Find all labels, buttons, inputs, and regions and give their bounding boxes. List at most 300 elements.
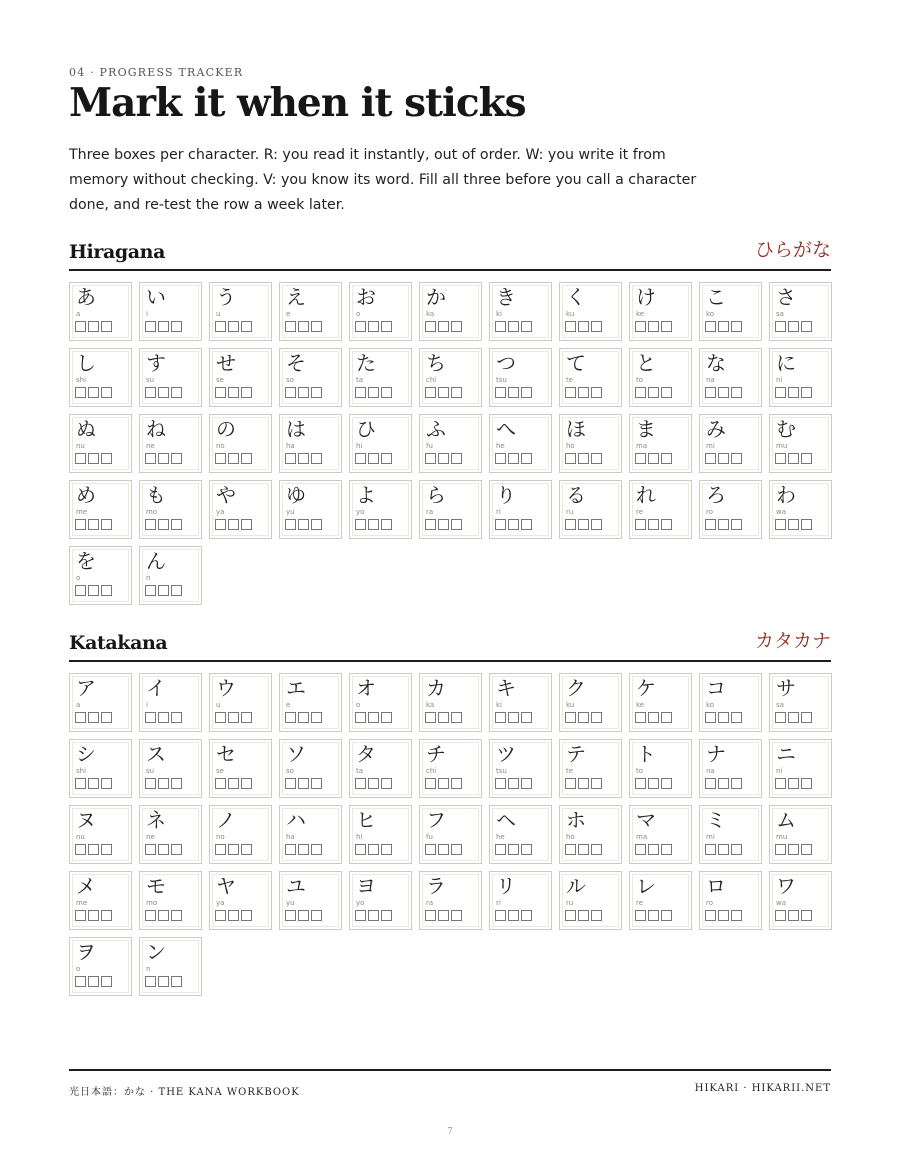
checkbox-read[interactable] — [705, 387, 716, 398]
checkbox-vocab[interactable] — [171, 585, 182, 596]
checkbox-vocab[interactable] — [171, 844, 182, 855]
checkbox-read[interactable] — [775, 453, 786, 464]
checkbox-read[interactable] — [705, 778, 716, 789]
checkbox-write[interactable] — [788, 387, 799, 398]
checkbox-write[interactable] — [438, 712, 449, 723]
checkbox-vocab[interactable] — [311, 712, 322, 723]
checkbox-read[interactable] — [705, 844, 716, 855]
checkbox-write[interactable] — [228, 712, 239, 723]
checkbox-write[interactable] — [298, 519, 309, 530]
checkbox-write[interactable] — [368, 321, 379, 332]
checkbox-read[interactable] — [565, 387, 576, 398]
checkbox-vocab[interactable] — [521, 321, 532, 332]
checkbox-vocab[interactable] — [801, 910, 812, 921]
checkbox-read[interactable] — [215, 778, 226, 789]
checkbox-vocab[interactable] — [171, 778, 182, 789]
checkbox-vocab[interactable] — [451, 910, 462, 921]
checkbox-write[interactable] — [158, 453, 169, 464]
checkbox-write[interactable] — [438, 778, 449, 789]
checkbox-write[interactable] — [158, 910, 169, 921]
checkbox-read[interactable] — [355, 519, 366, 530]
checkbox-read[interactable] — [355, 778, 366, 789]
checkbox-write[interactable] — [228, 910, 239, 921]
checkbox-vocab[interactable] — [381, 712, 392, 723]
checkbox-read[interactable] — [75, 585, 86, 596]
checkbox-read[interactable] — [565, 844, 576, 855]
checkbox-write[interactable] — [158, 519, 169, 530]
checkbox-read[interactable] — [145, 585, 156, 596]
checkbox-vocab[interactable] — [241, 321, 252, 332]
checkbox-read[interactable] — [565, 778, 576, 789]
checkbox-write[interactable] — [228, 321, 239, 332]
checkbox-write[interactable] — [508, 778, 519, 789]
checkbox-vocab[interactable] — [521, 519, 532, 530]
checkbox-write[interactable] — [648, 453, 659, 464]
checkbox-write[interactable] — [368, 778, 379, 789]
checkbox-vocab[interactable] — [661, 712, 672, 723]
checkbox-read[interactable] — [215, 387, 226, 398]
checkbox-read[interactable] — [425, 910, 436, 921]
checkbox-vocab[interactable] — [521, 910, 532, 921]
checkbox-read[interactable] — [285, 844, 296, 855]
checkbox-read[interactable] — [215, 519, 226, 530]
checkbox-read[interactable] — [425, 778, 436, 789]
checkbox-vocab[interactable] — [521, 778, 532, 789]
checkbox-vocab[interactable] — [521, 387, 532, 398]
checkbox-vocab[interactable] — [101, 519, 112, 530]
progress-checkboxes — [145, 453, 182, 464]
checkbox-read[interactable] — [425, 321, 436, 332]
checkbox-write[interactable] — [158, 976, 169, 987]
kana-character: め — [76, 483, 96, 507]
progress-checkboxes — [425, 910, 462, 921]
checkbox-write[interactable] — [298, 778, 309, 789]
checkbox-write[interactable] — [718, 453, 729, 464]
checkbox-write[interactable] — [88, 387, 99, 398]
checkbox-read[interactable] — [285, 778, 296, 789]
checkbox-vocab[interactable] — [451, 844, 462, 855]
checkbox-vocab[interactable] — [381, 321, 392, 332]
checkbox-read[interactable] — [705, 910, 716, 921]
kana-character: セ — [216, 742, 236, 766]
checkbox-write[interactable] — [158, 585, 169, 596]
checkbox-vocab[interactable] — [171, 976, 182, 987]
checkbox-read[interactable] — [145, 712, 156, 723]
checkbox-read[interactable] — [635, 321, 646, 332]
kana-cell — [69, 871, 132, 930]
checkbox-write[interactable] — [368, 712, 379, 723]
checkbox-vocab[interactable] — [801, 712, 812, 723]
checkbox-vocab[interactable] — [171, 712, 182, 723]
progress-checkboxes — [565, 844, 602, 855]
checkbox-write[interactable] — [648, 844, 659, 855]
checkbox-write[interactable] — [508, 844, 519, 855]
checkbox-read[interactable] — [75, 387, 86, 398]
checkbox-vocab[interactable] — [381, 387, 392, 398]
checkbox-vocab[interactable] — [521, 844, 532, 855]
checkbox-write[interactable] — [648, 712, 659, 723]
checkbox-vocab[interactable] — [801, 453, 812, 464]
checkbox-write[interactable] — [508, 910, 519, 921]
checkbox-read[interactable] — [355, 453, 366, 464]
checkbox-write[interactable] — [228, 453, 239, 464]
checkbox-vocab[interactable] — [311, 778, 322, 789]
checkbox-write[interactable] — [88, 910, 99, 921]
checkbox-write[interactable] — [228, 519, 239, 530]
checkbox-write[interactable] — [298, 453, 309, 464]
checkbox-vocab[interactable] — [661, 844, 672, 855]
checkbox-read[interactable] — [145, 321, 156, 332]
checkbox-vocab[interactable] — [801, 844, 812, 855]
checkbox-read[interactable] — [145, 778, 156, 789]
checkbox-vocab[interactable] — [381, 844, 392, 855]
checkbox-read[interactable] — [285, 321, 296, 332]
checkbox-write[interactable] — [788, 321, 799, 332]
checkbox-write[interactable] — [438, 453, 449, 464]
checkbox-vocab[interactable] — [591, 519, 602, 530]
checkbox-vocab[interactable] — [731, 453, 742, 464]
checkbox-write[interactable] — [88, 519, 99, 530]
checkbox-vocab[interactable] — [731, 519, 742, 530]
checkbox-vocab[interactable] — [171, 453, 182, 464]
checkbox-read[interactable] — [425, 712, 436, 723]
checkbox-vocab[interactable] — [101, 778, 112, 789]
checkbox-read[interactable] — [355, 321, 366, 332]
checkbox-vocab[interactable] — [241, 910, 252, 921]
checkbox-read[interactable] — [75, 778, 86, 789]
checkbox-read[interactable] — [285, 910, 296, 921]
kana-character: に — [776, 351, 796, 375]
checkbox-vocab[interactable] — [591, 453, 602, 464]
checkbox-write[interactable] — [368, 453, 379, 464]
checkbox-vocab[interactable] — [731, 712, 742, 723]
checkbox-write[interactable] — [578, 321, 589, 332]
checkbox-vocab[interactable] — [661, 910, 672, 921]
checkbox-write[interactable] — [718, 910, 729, 921]
checkbox-write[interactable] — [438, 519, 449, 530]
checkbox-vocab[interactable] — [241, 712, 252, 723]
checkbox-read[interactable] — [565, 712, 576, 723]
checkbox-vocab[interactable] — [801, 519, 812, 530]
checkbox-read[interactable] — [495, 387, 506, 398]
checkbox-vocab[interactable] — [731, 387, 742, 398]
checkbox-read[interactable] — [425, 519, 436, 530]
checkbox-write[interactable] — [368, 387, 379, 398]
checkbox-read[interactable] — [705, 453, 716, 464]
checkbox-vocab[interactable] — [801, 321, 812, 332]
kana-cell — [279, 480, 342, 539]
checkbox-read[interactable] — [495, 519, 506, 530]
checkbox-write[interactable] — [438, 910, 449, 921]
checkbox-write[interactable] — [718, 519, 729, 530]
checkbox-vocab[interactable] — [521, 712, 532, 723]
checkbox-write[interactable] — [298, 910, 309, 921]
checkbox-read[interactable] — [775, 519, 786, 530]
checkbox-vocab[interactable] — [731, 844, 742, 855]
checkbox-write[interactable] — [648, 519, 659, 530]
checkbox-read[interactable] — [215, 910, 226, 921]
checkbox-read[interactable] — [775, 778, 786, 789]
checkbox-vocab[interactable] — [101, 712, 112, 723]
checkbox-write[interactable] — [88, 321, 99, 332]
checkbox-vocab[interactable] — [451, 387, 462, 398]
checkbox-read[interactable] — [285, 712, 296, 723]
checkbox-vocab[interactable] — [661, 453, 672, 464]
checkbox-read[interactable] — [705, 519, 716, 530]
checkbox-vocab[interactable] — [591, 844, 602, 855]
checkbox-vocab[interactable] — [241, 453, 252, 464]
checkbox-read[interactable] — [495, 321, 506, 332]
checkbox-write[interactable] — [88, 712, 99, 723]
checkbox-read[interactable] — [215, 321, 226, 332]
checkbox-write[interactable] — [648, 387, 659, 398]
progress-checkboxes — [75, 387, 112, 398]
checkbox-write[interactable] — [508, 453, 519, 464]
kana-romaji: o — [356, 310, 361, 318]
checkbox-write[interactable] — [578, 844, 589, 855]
checkbox-vocab[interactable] — [521, 453, 532, 464]
checkbox-vocab[interactable] — [731, 321, 742, 332]
checkbox-write[interactable] — [88, 976, 99, 987]
checkbox-vocab[interactable] — [731, 910, 742, 921]
checkbox-vocab[interactable] — [381, 778, 392, 789]
checkbox-write[interactable] — [718, 778, 729, 789]
kana-character: ウ — [216, 676, 236, 700]
checkbox-write[interactable] — [578, 712, 589, 723]
checkbox-vocab[interactable] — [591, 712, 602, 723]
checkbox-write[interactable] — [158, 778, 169, 789]
checkbox-vocab[interactable] — [241, 778, 252, 789]
checkbox-read[interactable] — [635, 778, 646, 789]
checkbox-read[interactable] — [145, 453, 156, 464]
checkbox-vocab[interactable] — [661, 519, 672, 530]
checkbox-vocab[interactable] — [381, 453, 392, 464]
checkbox-read[interactable] — [215, 712, 226, 723]
checkbox-write[interactable] — [298, 844, 309, 855]
checkbox-write[interactable] — [158, 387, 169, 398]
checkbox-write[interactable] — [578, 519, 589, 530]
checkbox-write[interactable] — [578, 778, 589, 789]
checkbox-write[interactable] — [158, 321, 169, 332]
checkbox-read[interactable] — [215, 453, 226, 464]
checkbox-write[interactable] — [158, 844, 169, 855]
progress-checkboxes — [565, 387, 602, 398]
checkbox-vocab[interactable] — [801, 778, 812, 789]
checkbox-read[interactable] — [75, 453, 86, 464]
checkbox-vocab[interactable] — [311, 844, 322, 855]
checkbox-read[interactable] — [635, 844, 646, 855]
checkbox-write[interactable] — [88, 844, 99, 855]
checkbox-read[interactable] — [145, 844, 156, 855]
checkbox-read[interactable] — [285, 387, 296, 398]
checkbox-vocab[interactable] — [101, 976, 112, 987]
checkbox-read[interactable] — [565, 910, 576, 921]
checkbox-write[interactable] — [648, 321, 659, 332]
checkbox-vocab[interactable] — [311, 453, 322, 464]
checkbox-vocab[interactable] — [381, 910, 392, 921]
kana-cell — [559, 414, 622, 473]
checkbox-write[interactable] — [368, 519, 379, 530]
checkbox-write[interactable] — [788, 519, 799, 530]
checkbox-write[interactable] — [88, 778, 99, 789]
checkbox-write[interactable] — [718, 387, 729, 398]
checkbox-read[interactable] — [215, 844, 226, 855]
footer-site: HIKARI · HIKARII.NET — [694, 1083, 831, 1094]
checkbox-read[interactable] — [75, 910, 86, 921]
checkbox-write[interactable] — [228, 778, 239, 789]
kana-character: ヌ — [76, 808, 96, 832]
checkbox-vocab[interactable] — [451, 321, 462, 332]
checkbox-write[interactable] — [438, 321, 449, 332]
checkbox-write[interactable] — [718, 321, 729, 332]
checkbox-write[interactable] — [438, 387, 449, 398]
checkbox-vocab[interactable] — [451, 519, 462, 530]
checkbox-vocab[interactable] — [171, 519, 182, 530]
checkbox-write[interactable] — [578, 910, 589, 921]
checkbox-read[interactable] — [635, 453, 646, 464]
checkbox-read[interactable] — [425, 844, 436, 855]
checkbox-write[interactable] — [578, 453, 589, 464]
kana-character: ヒ — [356, 808, 376, 832]
checkbox-read[interactable] — [565, 453, 576, 464]
checkbox-vocab[interactable] — [101, 910, 112, 921]
checkbox-vocab[interactable] — [451, 712, 462, 723]
checkbox-read[interactable] — [425, 387, 436, 398]
checkbox-vocab[interactable] — [661, 321, 672, 332]
checkbox-read[interactable] — [75, 321, 86, 332]
checkbox-vocab[interactable] — [171, 387, 182, 398]
checkbox-write[interactable] — [508, 712, 519, 723]
checkbox-write[interactable] — [228, 844, 239, 855]
kana-romaji: ka — [426, 310, 435, 318]
checkbox-read[interactable] — [355, 910, 366, 921]
kana-character: サ — [776, 676, 796, 700]
checkbox-read[interactable] — [635, 519, 646, 530]
checkbox-vocab[interactable] — [101, 844, 112, 855]
progress-checkboxes — [425, 712, 462, 723]
checkbox-read[interactable] — [145, 976, 156, 987]
checkbox-vocab[interactable] — [241, 519, 252, 530]
kana-character: み — [706, 417, 726, 441]
checkbox-read[interactable] — [775, 844, 786, 855]
checkbox-write[interactable] — [368, 910, 379, 921]
checkbox-vocab[interactable] — [101, 321, 112, 332]
checkbox-vocab[interactable] — [801, 387, 812, 398]
checkbox-vocab[interactable] — [311, 321, 322, 332]
checkbox-write[interactable] — [298, 387, 309, 398]
checkbox-read[interactable] — [635, 387, 646, 398]
checkbox-write[interactable] — [788, 453, 799, 464]
checkbox-vocab[interactable] — [591, 778, 602, 789]
checkbox-write[interactable] — [508, 321, 519, 332]
checkbox-write[interactable] — [648, 778, 659, 789]
checkbox-read[interactable] — [495, 712, 506, 723]
checkbox-write[interactable] — [788, 712, 799, 723]
kana-romaji: ya — [216, 899, 225, 907]
checkbox-read[interactable] — [145, 519, 156, 530]
checkbox-write[interactable] — [438, 844, 449, 855]
checkbox-write[interactable] — [508, 387, 519, 398]
checkbox-write[interactable] — [788, 844, 799, 855]
checkbox-read[interactable] — [355, 844, 366, 855]
checkbox-write[interactable] — [648, 910, 659, 921]
checkbox-vocab[interactable] — [731, 778, 742, 789]
checkbox-write[interactable] — [228, 387, 239, 398]
checkbox-read[interactable] — [355, 712, 366, 723]
checkbox-write[interactable] — [158, 712, 169, 723]
checkbox-read[interactable] — [775, 712, 786, 723]
checkbox-write[interactable] — [578, 387, 589, 398]
checkbox-read[interactable] — [75, 976, 86, 987]
checkbox-read[interactable] — [705, 321, 716, 332]
checkbox-vocab[interactable] — [101, 453, 112, 464]
checkbox-read[interactable] — [145, 910, 156, 921]
checkbox-vocab[interactable] — [591, 321, 602, 332]
checkbox-read[interactable] — [75, 844, 86, 855]
checkbox-read[interactable] — [495, 453, 506, 464]
checkbox-write[interactable] — [368, 844, 379, 855]
checkbox-vocab[interactable] — [381, 519, 392, 530]
checkbox-vocab[interactable] — [661, 387, 672, 398]
checkbox-vocab[interactable] — [451, 453, 462, 464]
checkbox-vocab[interactable] — [101, 585, 112, 596]
checkbox-vocab[interactable] — [661, 778, 672, 789]
checkbox-read[interactable] — [75, 712, 86, 723]
checkbox-read[interactable] — [775, 387, 786, 398]
checkbox-vocab[interactable] — [311, 910, 322, 921]
checkbox-write[interactable] — [788, 778, 799, 789]
kana-character: の — [216, 417, 236, 441]
checkbox-vocab[interactable] — [101, 387, 112, 398]
checkbox-read[interactable] — [425, 453, 436, 464]
checkbox-read[interactable] — [495, 844, 506, 855]
checkbox-write[interactable] — [718, 844, 729, 855]
checkbox-read[interactable] — [145, 387, 156, 398]
checkbox-write[interactable] — [88, 453, 99, 464]
checkbox-vocab[interactable] — [591, 910, 602, 921]
checkbox-read[interactable] — [565, 519, 576, 530]
checkbox-read[interactable] — [775, 321, 786, 332]
checkbox-vocab[interactable] — [591, 387, 602, 398]
checkbox-read[interactable] — [635, 910, 646, 921]
checkbox-read[interactable] — [285, 453, 296, 464]
checkbox-read[interactable] — [495, 910, 506, 921]
checkbox-read[interactable] — [565, 321, 576, 332]
checkbox-vocab[interactable] — [171, 910, 182, 921]
checkbox-vocab[interactable] — [311, 387, 322, 398]
checkbox-write[interactable] — [88, 585, 99, 596]
checkbox-vocab[interactable] — [451, 778, 462, 789]
checkbox-vocab[interactable] — [171, 321, 182, 332]
progress-checkboxes — [75, 778, 112, 789]
checkbox-write[interactable] — [508, 519, 519, 530]
checkbox-write[interactable] — [788, 910, 799, 921]
checkbox-write[interactable] — [298, 321, 309, 332]
checkbox-read[interactable] — [495, 778, 506, 789]
checkbox-write[interactable] — [718, 712, 729, 723]
checkbox-read[interactable] — [705, 712, 716, 723]
checkbox-read[interactable] — [355, 387, 366, 398]
checkbox-vocab[interactable] — [241, 387, 252, 398]
checkbox-read[interactable] — [775, 910, 786, 921]
checkbox-read[interactable] — [285, 519, 296, 530]
checkbox-read[interactable] — [75, 519, 86, 530]
checkbox-write[interactable] — [298, 712, 309, 723]
checkbox-vocab[interactable] — [241, 844, 252, 855]
checkbox-vocab[interactable] — [311, 519, 322, 530]
progress-checkboxes — [75, 585, 112, 596]
checkbox-read[interactable] — [635, 712, 646, 723]
